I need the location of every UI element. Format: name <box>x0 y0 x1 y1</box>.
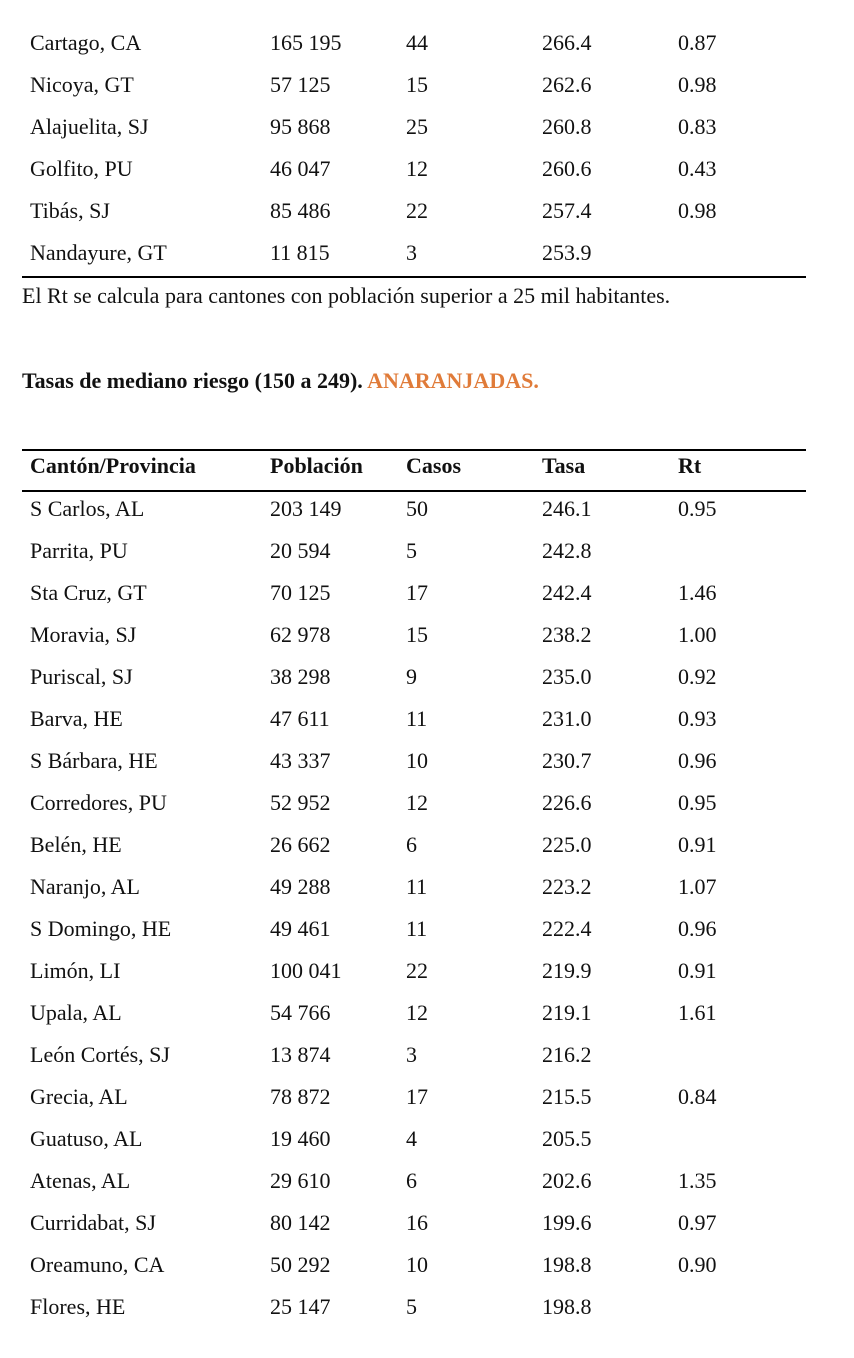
table2-body <box>22 488 806 1328</box>
cell-tasa: 222.4 <box>542 916 592 941</box>
cell-casos: 22 <box>406 198 428 223</box>
cell-poblacion: 70 125 <box>270 580 331 605</box>
table2-header-rule <box>22 490 806 492</box>
table-row <box>22 698 806 740</box>
medium-risk-table <box>22 444 806 1328</box>
cell-rt: 1.61 <box>678 1000 717 1025</box>
table-row <box>22 908 806 950</box>
table-row <box>22 1160 806 1202</box>
cell-canton: Tibás, SJ <box>30 198 110 223</box>
cell-rt: 0.98 <box>678 72 717 97</box>
cell-casos: 50 <box>406 496 428 521</box>
cell-rt <box>678 1118 806 1160</box>
cell-rt: 0.96 <box>678 748 717 773</box>
table-row <box>22 740 806 782</box>
header-tasa: Tasa <box>542 453 586 478</box>
table-row <box>22 1202 806 1244</box>
rt-footnote: El Rt se calcula para cantones con población superior a 25 mil habitantes. <box>22 283 671 308</box>
cell-casos: 5 <box>406 1294 417 1319</box>
cell-poblacion: 50 292 <box>270 1252 331 1277</box>
table-row <box>22 950 806 992</box>
cell-casos: 17 <box>406 580 428 605</box>
cell-casos: 12 <box>406 156 428 181</box>
table-row <box>22 232 806 274</box>
section-title-accent: ANARANJADAS. <box>367 368 539 393</box>
header-canton: Cantón/Provincia <box>30 453 196 478</box>
cell-casos: 11 <box>406 874 428 899</box>
cell-casos: 3 <box>406 240 417 265</box>
cell-casos: 6 <box>406 832 417 857</box>
cell-casos: 44 <box>406 30 428 55</box>
cell-canton: S Carlos, AL <box>30 496 145 521</box>
cell-rt: 1.07 <box>678 874 717 899</box>
cell-casos: 25 <box>406 114 428 139</box>
cell-rt <box>678 1034 806 1076</box>
cell-poblacion: 54 766 <box>270 1000 331 1025</box>
table-row <box>22 148 806 190</box>
cell-tasa: 205.5 <box>542 1126 592 1151</box>
table-row <box>22 1286 806 1328</box>
cell-canton: Guatuso, AL <box>30 1126 143 1151</box>
cell-rt <box>678 530 806 572</box>
table-row <box>22 530 806 572</box>
cell-tasa: 260.8 <box>542 114 592 139</box>
cell-poblacion: 47 611 <box>270 706 330 731</box>
cell-casos: 15 <box>406 72 428 97</box>
cell-poblacion: 95 868 <box>270 114 331 139</box>
table-row <box>22 782 806 824</box>
table-row <box>22 656 806 698</box>
cell-tasa: 226.6 <box>542 790 592 815</box>
cell-canton: Nandayure, GT <box>30 240 167 265</box>
cell-poblacion: 203 149 <box>270 496 342 521</box>
cell-casos: 22 <box>406 958 428 983</box>
cell-casos: 15 <box>406 622 428 647</box>
cell-tasa: 266.4 <box>542 30 592 55</box>
cell-poblacion: 26 662 <box>270 832 331 857</box>
cell-canton: Curridabat, SJ <box>30 1210 156 1235</box>
section-title <box>22 366 539 396</box>
cell-canton: Oreamuno, CA <box>30 1252 165 1277</box>
cell-casos: 10 <box>406 1252 428 1277</box>
cell-canton: Golfito, PU <box>30 156 133 181</box>
cell-rt: 0.95 <box>678 496 717 521</box>
cell-tasa: 230.7 <box>542 748 592 773</box>
header-rt: Rt <box>678 453 702 478</box>
cell-tasa: 231.0 <box>542 706 592 731</box>
cell-rt: 1.00 <box>678 622 717 647</box>
cell-poblacion: 20 594 <box>270 538 331 563</box>
cell-rt: 0.43 <box>678 156 717 181</box>
cell-rt: 0.90 <box>678 1252 717 1277</box>
cell-poblacion: 46 047 <box>270 156 331 181</box>
cell-poblacion: 43 337 <box>270 748 331 773</box>
cell-canton: Puriscal, SJ <box>30 664 133 689</box>
cell-canton: Limón, LI <box>30 958 121 983</box>
cell-casos: 4 <box>406 1126 417 1151</box>
cell-canton: Moravia, SJ <box>30 622 137 647</box>
cell-poblacion: 57 125 <box>270 72 331 97</box>
cell-poblacion: 19 460 <box>270 1126 331 1151</box>
cell-tasa: 219.9 <box>542 958 592 983</box>
cell-rt <box>678 232 806 274</box>
cell-canton: Alajuelita, SJ <box>30 114 149 139</box>
cell-tasa: 238.2 <box>542 622 592 647</box>
header-poblacion: Población <box>270 453 363 478</box>
cell-canton: Flores, HE <box>30 1294 126 1319</box>
cell-tasa: 246.1 <box>542 496 592 521</box>
cell-tasa: 242.8 <box>542 538 592 563</box>
cell-canton: Grecia, AL <box>30 1084 128 1109</box>
cell-casos: 12 <box>406 790 428 815</box>
cell-rt: 0.98 <box>678 198 717 223</box>
table-row <box>22 1244 806 1286</box>
cell-poblacion: 13 874 <box>270 1042 331 1067</box>
cell-tasa: 223.2 <box>542 874 592 899</box>
cell-tasa: 215.5 <box>542 1084 592 1109</box>
section-title-text: Tasas de mediano riesgo (150 a 249). <box>22 368 363 393</box>
cell-casos: 16 <box>406 1210 428 1235</box>
table1-bottom-rule <box>22 276 806 278</box>
cell-poblacion: 49 288 <box>270 874 331 899</box>
cell-tasa: 199.6 <box>542 1210 592 1235</box>
cell-tasa: 202.6 <box>542 1168 592 1193</box>
cell-casos: 11 <box>406 916 428 941</box>
cell-casos: 11 <box>406 706 428 731</box>
cell-canton: Atenas, AL <box>30 1168 131 1193</box>
table2-header <box>22 444 806 488</box>
cell-tasa: 198.8 <box>542 1252 592 1277</box>
table-row <box>22 614 806 656</box>
table-row <box>22 572 806 614</box>
cell-poblacion: 78 872 <box>270 1084 331 1109</box>
cell-rt: 0.96 <box>678 916 717 941</box>
cell-canton: León Cortés, SJ <box>30 1042 170 1067</box>
cell-tasa: 242.4 <box>542 580 592 605</box>
cell-poblacion: 49 461 <box>270 916 331 941</box>
cell-canton: Nicoya, GT <box>30 72 134 97</box>
cell-casos: 12 <box>406 1000 428 1025</box>
table-row <box>22 992 806 1034</box>
table-row <box>22 866 806 908</box>
cell-canton: Barva, HE <box>30 706 123 731</box>
cell-tasa: 260.6 <box>542 156 592 181</box>
table-row <box>22 1118 806 1160</box>
cell-rt: 1.35 <box>678 1168 717 1193</box>
table-row <box>22 22 806 64</box>
cell-poblacion: 38 298 <box>270 664 331 689</box>
cell-tasa: 225.0 <box>542 832 592 857</box>
cell-poblacion: 100 041 <box>270 958 342 983</box>
table-header-row <box>22 444 806 488</box>
cell-casos: 6 <box>406 1168 417 1193</box>
cell-poblacion: 29 610 <box>270 1168 331 1193</box>
cell-canton: Sta Cruz, GT <box>30 580 147 605</box>
high-risk-table-continued <box>22 22 806 274</box>
cell-poblacion: 11 815 <box>270 240 330 265</box>
cell-canton: S Bárbara, HE <box>30 748 158 773</box>
cell-tasa: 219.1 <box>542 1000 592 1025</box>
cell-casos: 5 <box>406 538 417 563</box>
cell-canton: Belén, HE <box>30 832 122 857</box>
cell-rt: 0.87 <box>678 30 717 55</box>
cell-canton: Upala, AL <box>30 1000 122 1025</box>
cell-poblacion: 25 147 <box>270 1294 331 1319</box>
cell-canton: Corredores, PU <box>30 790 167 815</box>
table-row <box>22 106 806 148</box>
cell-poblacion: 85 486 <box>270 198 331 223</box>
cell-canton: Cartago, CA <box>30 30 142 55</box>
cell-rt: 0.92 <box>678 664 717 689</box>
cell-tasa: 262.6 <box>542 72 592 97</box>
table-row <box>22 488 806 530</box>
cell-tasa: 198.8 <box>542 1294 592 1319</box>
cell-casos: 3 <box>406 1042 417 1067</box>
table1-body <box>22 22 806 274</box>
cell-poblacion: 52 952 <box>270 790 331 815</box>
table-row <box>22 1076 806 1118</box>
cell-canton: S Domingo, HE <box>30 916 172 941</box>
table-row <box>22 824 806 866</box>
cell-rt: 0.91 <box>678 832 717 857</box>
cell-tasa: 257.4 <box>542 198 592 223</box>
cell-poblacion: 62 978 <box>270 622 331 647</box>
cell-rt: 0.83 <box>678 114 717 139</box>
cell-rt: 0.91 <box>678 958 717 983</box>
cell-poblacion: 165 195 <box>270 30 342 55</box>
cell-canton: Naranjo, AL <box>30 874 140 899</box>
cell-tasa: 235.0 <box>542 664 592 689</box>
cell-canton: Parrita, PU <box>30 538 128 563</box>
cell-rt: 0.95 <box>678 790 717 815</box>
table-row <box>22 190 806 232</box>
cell-casos: 10 <box>406 748 428 773</box>
table-row <box>22 1034 806 1076</box>
cell-rt: 0.93 <box>678 706 717 731</box>
cell-rt: 1.46 <box>678 580 717 605</box>
cell-poblacion: 80 142 <box>270 1210 331 1235</box>
table-row <box>22 64 806 106</box>
cell-casos: 17 <box>406 1084 428 1109</box>
cell-rt: 0.84 <box>678 1084 717 1109</box>
cell-casos: 9 <box>406 664 417 689</box>
cell-tasa: 216.2 <box>542 1042 592 1067</box>
cell-tasa: 253.9 <box>542 240 592 265</box>
cell-rt <box>678 1286 806 1328</box>
cell-rt: 0.97 <box>678 1210 717 1235</box>
header-casos: Casos <box>406 453 462 478</box>
